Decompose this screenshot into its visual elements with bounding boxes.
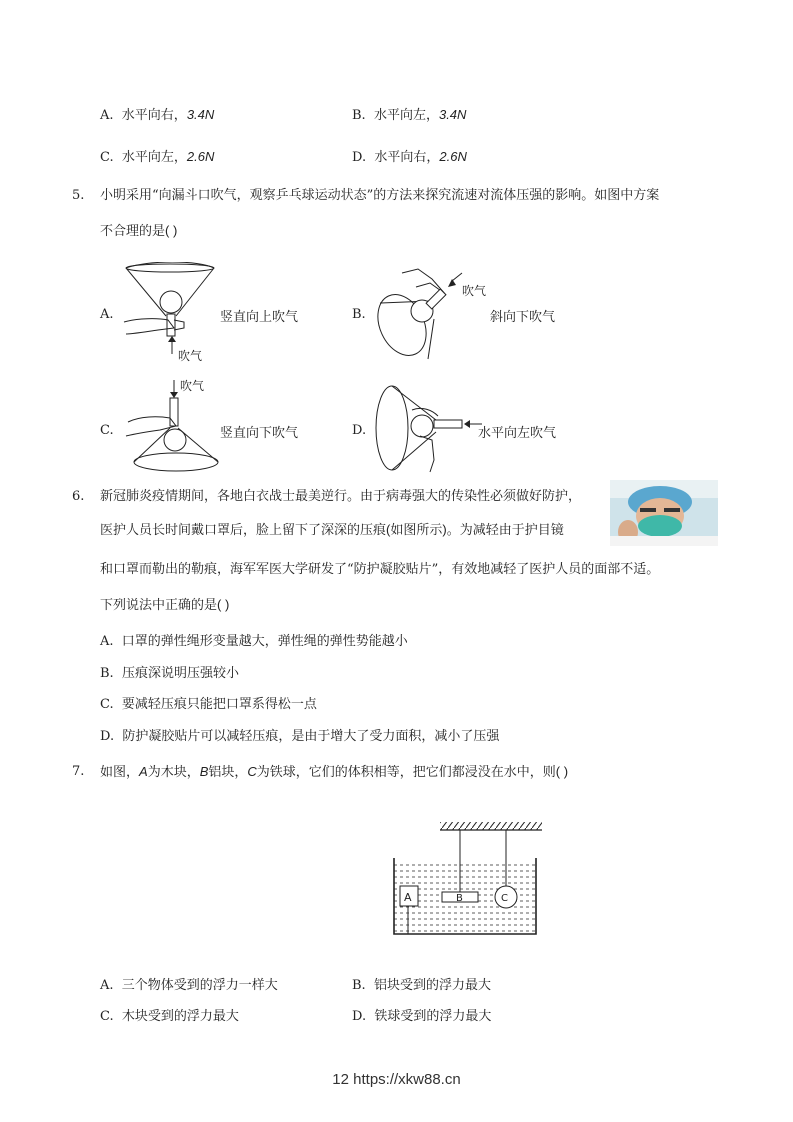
q5-option-b-caption: 斜向下吹气 <box>490 310 556 325</box>
q5-option-d-caption: 水平向左吹气 <box>478 426 557 441</box>
q7-label-a: A <box>404 891 412 904</box>
q5-number: 5. <box>72 188 85 203</box>
q4-option-d: D. 水平向右，2.6N <box>352 149 467 165</box>
q7-option-a: A. 三个物体受到的浮力一样大 <box>100 978 278 993</box>
q6-line1: 新冠肺炎疫情期间，各地白衣战士最美逆行。由于病毒强大的传染性必须做好防护， <box>100 489 582 504</box>
q5-option-a-caption: 竖直向上吹气 <box>220 310 299 325</box>
q5-option-c-caption: 竖直向下吹气 <box>220 426 299 441</box>
q6-number: 6. <box>72 489 85 504</box>
q5-a-blow-label: 吹气 <box>178 349 203 363</box>
q7-stem: 如图，A为木块，B铝块，C为铁球，它们的体积相等，把它们都浸没在水中，则( ) <box>100 764 569 780</box>
q4-option-b: B. 水平向左，3.4N <box>352 107 467 123</box>
medical-worker-photo <box>610 480 718 546</box>
q5-b-blow-label: 吹气 <box>462 284 487 298</box>
q6-line4: 下列说法中正确的是( ) <box>100 597 230 613</box>
q6-line2: 医护人员长时间戴口罩后，脸上留下了深深的压痕(如图所示)。为减轻由于护目镜 <box>100 522 564 538</box>
q6-option-a: A. 口罩的弹性绳形变量越大，弹性绳的弹性势能越小 <box>100 634 408 649</box>
q7-water-tank-figure <box>388 820 548 940</box>
q5-option-d-letter: D. <box>352 423 367 438</box>
q5-stem-line1: 小明采用“向漏斗口吹气，观察乒乓球运动状态”的方法来探究流速对流体压强的影响。如图中方案 <box>100 188 660 203</box>
q7-number: 7. <box>72 764 85 779</box>
q5-figure-d <box>372 380 492 476</box>
q6-line3: 和口罩而勒出的勒痕，海军军医大学研发了“防护凝胶贴片”，有效地减轻了医护人员的面部不适。 <box>100 562 660 577</box>
q5-option-a-letter: A. <box>100 307 114 322</box>
q5-option-b-letter: B. <box>352 307 366 322</box>
q4-option-a: A. 水平向右，3.4N <box>100 107 215 123</box>
page-number: 12 <box>332 1071 349 1088</box>
q7-option-d: D. 铁球受到的浮力最大 <box>352 1009 492 1024</box>
q6-option-b: B. 压痕深说明压强较小 <box>100 666 239 681</box>
q7-option-c: C. 木块受到的浮力最大 <box>100 1009 239 1024</box>
q6-option-c: C. 要减轻压痕只能把口罩系得松一点 <box>100 697 317 712</box>
q5-figure-a <box>118 262 218 368</box>
q5-stem-line2: 不合理的是( ) <box>100 223 178 239</box>
q6-option-d: D. 防护凝胶贴片可以减轻压痕，是由于增大了受力面积，减小了压强 <box>100 729 500 744</box>
page-footer <box>0 1071 793 1088</box>
q5-figure-b <box>372 265 492 363</box>
q5-c-blow-label: 吹气 <box>180 379 205 393</box>
q5-option-c-letter: C. <box>100 423 114 438</box>
q7-label-c: C <box>501 893 508 904</box>
q7-label-b: B <box>456 893 463 904</box>
q4-option-c: C. 水平向左，2.6N <box>100 149 215 165</box>
q7-option-b: B. 铝块受到的浮力最大 <box>352 978 491 993</box>
q5-figure-c <box>118 378 222 474</box>
footer-url[interactable]: https://xkw88.cn <box>353 1071 461 1088</box>
